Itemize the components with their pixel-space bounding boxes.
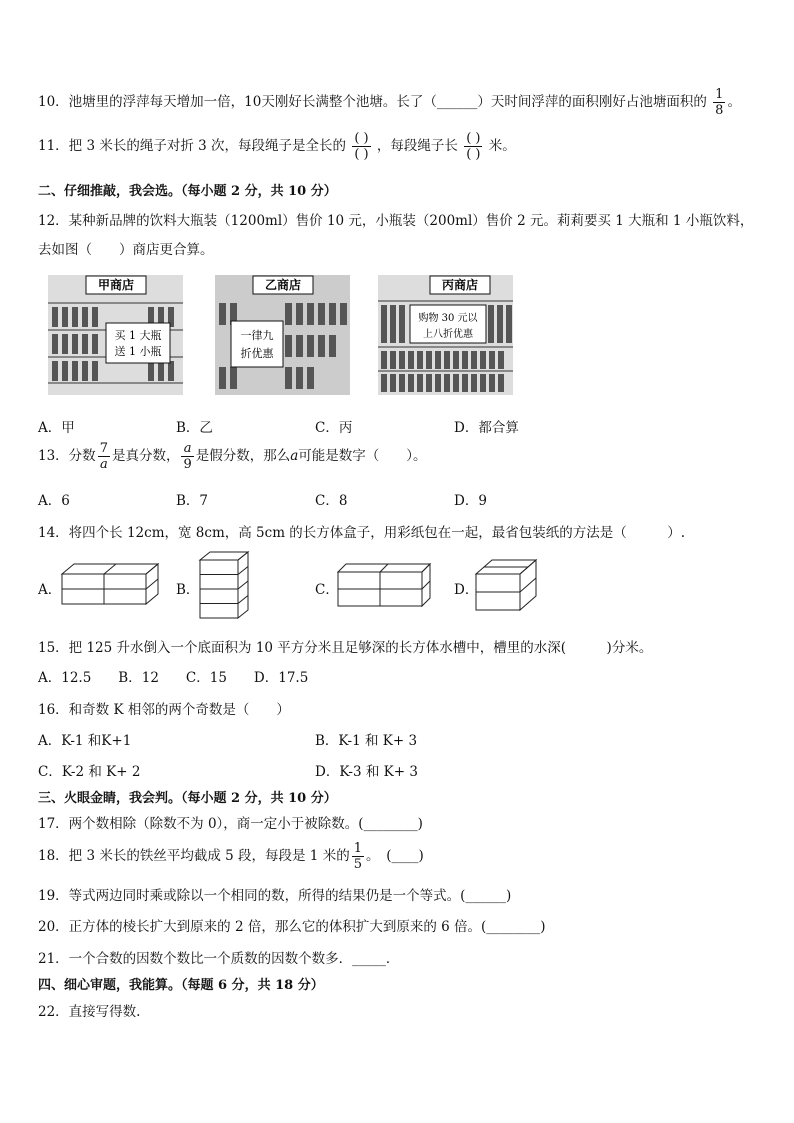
q13-option-b[interactable]: B．7 (176, 493, 209, 509)
question-19: 19．等式两边同时乘或除以一个相同的数，所得的结果仍是一个等式。(______) (38, 888, 512, 904)
store-jia-photo (48, 275, 183, 395)
q16-option-b[interactable]: B．K-1 和 K+ 3 (315, 733, 418, 749)
section-2-heading: 二、仔细推敲，我会选。（每小题 2 分，共 10 分） (38, 184, 337, 199)
question-22: 22．直接写得数. (38, 1004, 141, 1020)
question-11: 11．把 3 米长的绳子对折 3 次，每段绳子是全长的 $\frac{( )}{( )}$ ，每段绳子长 $\frac{( )}{( )}$ 米。 (38, 131, 516, 162)
q15-options[interactable]: A．12.5 B．12 C．15 D．17.5 (38, 670, 309, 686)
q12-option-d[interactable]: D．都合算 (454, 420, 519, 436)
q12-option-a[interactable]: A．甲 (38, 420, 75, 436)
store-yi-title: 乙商店 (264, 278, 302, 292)
section-4-heading: 四、细心审题，我能算。（每题 6 分，共 18 分） (38, 978, 324, 993)
q12-option-b[interactable]: B．乙 (176, 420, 213, 436)
q14-option-c-label[interactable]: C． (315, 582, 339, 598)
question-14: 14．将四个长 12cm，宽 8cm，高 5cm 的长方体盒子，用彩纸包在一起，最省包装纸的方法是（ ）. (38, 525, 686, 541)
question-18: 18．把 3 米长的铁丝平均截成 5 段，每段是 1 米的 $\frac{1}{5}$ 。 (____) (38, 841, 424, 872)
q14-option-c-figure[interactable] (336, 560, 432, 608)
store-jia-sign-1: 买 1 大瓶 (114, 329, 162, 342)
fraction-7-over-a: $\frac{7}{a}$ (99, 441, 108, 472)
q14-option-a-figure[interactable] (60, 560, 160, 608)
q14-option-b-figure[interactable] (198, 550, 250, 620)
q16-option-a[interactable]: A．K-1 和K+1 (38, 733, 132, 749)
q13-option-c[interactable]: C．8 (315, 493, 348, 509)
question-21: 21．一个合数的因数个数比一个质数的因数个数多．_____． (38, 951, 400, 967)
q14-option-d-figure[interactable] (474, 556, 540, 614)
store-bing-title: 丙商店 (441, 278, 479, 292)
fraction-a-over-9: $\frac{a}{9}$ (183, 441, 192, 472)
store-yi-sign-2: 折优惠 (240, 347, 274, 360)
question-10: 10．池塘里的浮萍每天增加一倍，10天刚好长满整个池塘。长了（______）天时间浮萍的面积刚好占池塘面积的 $\frac{1}{8}$ 。 (38, 87, 741, 118)
q16-option-c[interactable]: C．K-2 和 K+ 2 (38, 764, 141, 780)
question-20: 20．正方体的棱长扩大到原来的 2 倍，那么它的体积扩大到原来的 6 倍。(________) (38, 919, 546, 935)
q14-option-d-label[interactable]: D． (454, 582, 479, 598)
question-16: 16．和奇数 K 相邻的两个奇数是（ ） (38, 702, 290, 718)
question-17: 17．两个数相除（除数不为 0），商一定小于被除数。(________) (38, 816, 423, 832)
q14-option-a-label[interactable]: A． (38, 582, 62, 598)
store-bing-sign-1: 购物 30 元以 (418, 313, 478, 324)
store-yi-photo (215, 275, 350, 395)
q12-option-c[interactable]: C．丙 (315, 420, 353, 436)
fraction-one-eighth: $\frac{1}{8}$ (715, 87, 724, 118)
fraction-blank: $\frac{( )}{( )}$ (466, 131, 481, 162)
store-yi-sign-1: 一律九 (240, 329, 274, 342)
question-12-line2: 去如图（ ）商店更合算。 (38, 242, 214, 258)
q14-option-b-label[interactable]: B． (176, 582, 200, 598)
fraction-blank: $\frac{( )}{( )}$ (354, 131, 369, 162)
store-bing-sign-2: 上八折优惠 (423, 329, 473, 340)
q13-option-a[interactable]: A．6 (38, 493, 70, 509)
q16-option-d[interactable]: D．K-3 和 K+ 3 (315, 764, 418, 780)
section-3-heading: 三、火眼金睛，我会判。（每小题 2 分，共 10 分） (38, 791, 337, 806)
fraction-one-fifth: $\frac{1}{5}$ (353, 841, 362, 872)
q13-option-d[interactable]: D．9 (454, 493, 487, 509)
store-jia-title: 甲商店 (97, 278, 135, 292)
store-jia-sign-2: 送 1 小瓶 (114, 345, 162, 358)
question-12-line1: 12．某种新品牌的饮料大瓶装（1200ml）售价 10 元，小瓶装（200ml）售价 2 元。莉莉要买 1 大瓶和 1 小瓶饮料， (38, 213, 754, 229)
store-bing-photo (378, 275, 513, 395)
question-15: 15．把 125 升水倒入一个底面积为 10 平方分米且足够深的长方体水槽中，槽里的水深( )分米。 (38, 640, 653, 656)
question-13: 13．分数 $\frac{7}{a}$ 是真分数， $\frac{a}{9}$ 是假分数，那么a可能是数字（ ）。 (38, 441, 427, 472)
